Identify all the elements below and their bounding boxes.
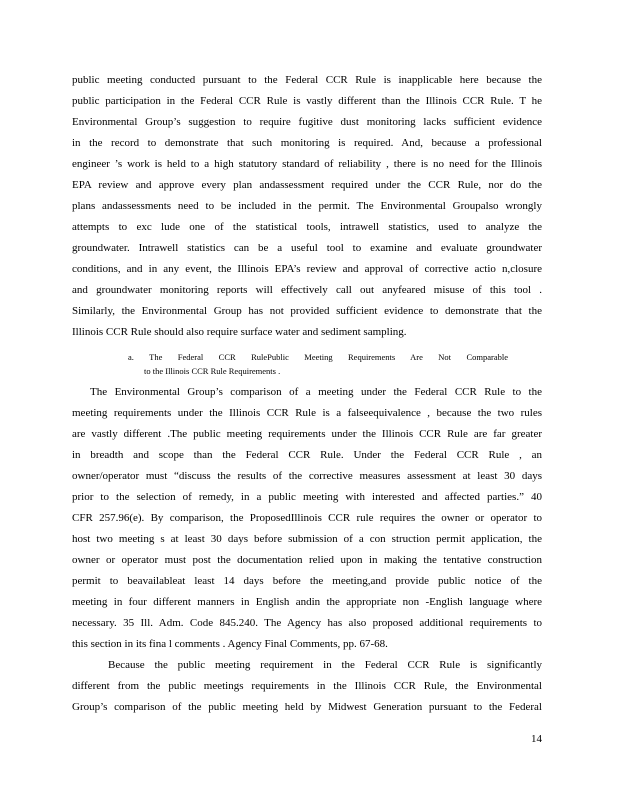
- body-text-line: are vastly different .The public meeting requirements under the Illinois CCR Rule are far greater: [72, 428, 542, 440]
- body-text-line: meeting in four different manners in English andin the appropriate non -English language where: [72, 596, 542, 608]
- body-text-line: attempts to exc lude one of the statistical tools, intrawell statistics, used to analyze the: [72, 221, 542, 233]
- body-text-line: this section in its fina l comments . Agency Final Comments, pp. 67-68.: [72, 638, 388, 650]
- body-text-line: owner/operator must “discuss the results of the corrective measures assessment at least 30 days: [72, 470, 542, 482]
- body-text-line: Because the public meeting requirement in the Federal CCR Rule is significantly: [108, 659, 542, 671]
- body-text-line: conditions, and in any event, the Illinois EPA’s review and approval of corrective actio n,closure: [72, 263, 542, 275]
- body-text-line: The Environmental Group’s comparison of a meeting under the Federal CCR Rule to the: [90, 386, 542, 398]
- section-heading: a. The Federal CCR RulePublic Meeting Requirements Are Not Comparable: [128, 352, 508, 362]
- body-text-line: Environmental Group’s suggestion to require fugitive dust monitoring lacks sufficient evidence: [72, 116, 542, 128]
- body-text-line: public meeting conducted pursuant to the Federal CCR Rule is inapplicable here because the: [72, 74, 542, 86]
- body-text-line: different from the public meetings requirements in the Illinois CCR Rule, the Environmental: [72, 680, 542, 692]
- body-text-line: and groundwater monitoring reports will effectively call out anyfeared misuse of this tool .: [72, 284, 542, 296]
- body-text-line: Group’s comparison of the public meeting held by Midwest Generation pursuant to the Federal: [72, 701, 542, 713]
- body-text-line: EPA review and approve every plan andassessment required under the CCR Rule, nor do the: [72, 179, 542, 191]
- body-text-line: public participation in the Federal CCR Rule is vastly different than the Illinois CCR Rule. T he: [72, 95, 542, 107]
- body-text-line: in the record to demonstrate that such monitoring is required. And, because a professional: [72, 137, 542, 149]
- page-number: 14: [531, 733, 542, 745]
- body-text-line: CFR 257.96(e). By comparison, the ProposedIllinois CCR rule requires the owner or operator to: [72, 512, 542, 524]
- body-text-line: host two meeting s at least 30 days before submission of a con struction permit application, the: [72, 533, 542, 545]
- section-heading: to the Illinois CCR Rule Requirements .: [144, 366, 281, 376]
- body-text-line: meeting requirements under the Illinois CCR Rule is a falseequivalence , because the two rules: [72, 407, 542, 419]
- body-text-line: owner or operator must post the documentation relied upon in making the tentative construction: [72, 554, 542, 566]
- body-text-line: permit to beavailableat least 14 days before the meeting,and provide public notice of the: [72, 575, 542, 587]
- body-text-line: prior to the selection of remedy, in a public meeting with interested and affected parties.” 40: [72, 491, 542, 503]
- body-text-line: necessary. 35 Ill. Adm. Code 845.240. The Agency has also proposed additional requirements to: [72, 617, 542, 629]
- body-text-line: groundwater. Intrawell statistics can be a useful tool to examine and evaluate groundwater: [72, 242, 542, 254]
- body-text-line: in breadth and scope than the Federal CCR Rule. Under the Federal CCR Rule , an: [72, 449, 542, 461]
- body-text-line: plans andassessments need to be included in the permit. The Environmental Groupalso wrongly: [72, 200, 542, 212]
- body-text-line: Illinois CCR Rule should also require surface water and sediment sampling.: [72, 326, 407, 338]
- body-text-line: engineer ’s work is held to a high statutory standard of reliability , there is no need for the Illinois: [72, 158, 542, 170]
- body-text-line: Similarly, the Environmental Group has not provided sufficient evidence to demonstrate that the: [72, 305, 542, 317]
